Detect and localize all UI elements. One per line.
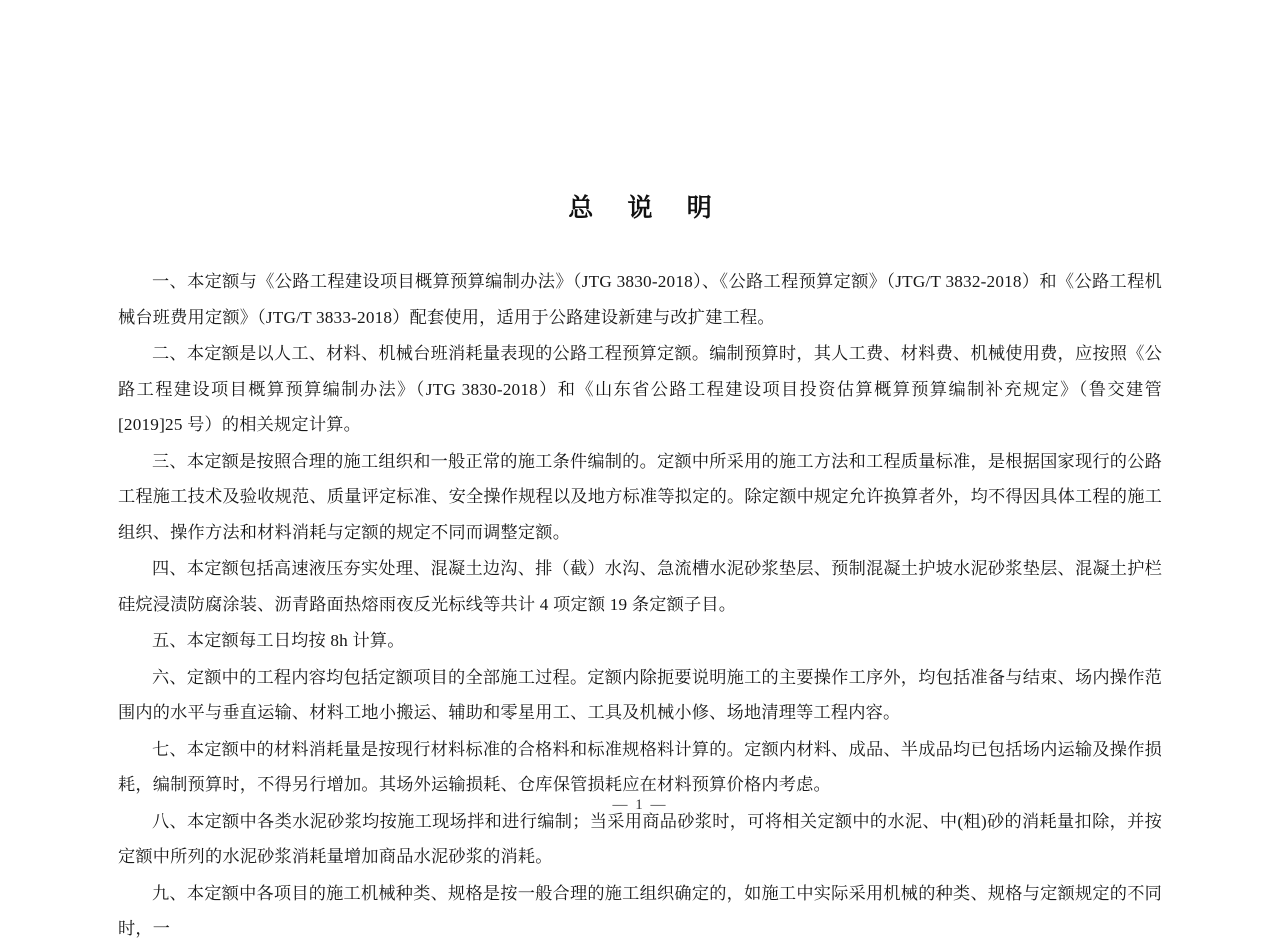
paragraph-7: 七、本定额中的材料消耗量是按现行材料标准的合格料和标准规格料计算的。定额内材料、成品、半成品均已包括场内运输及操作损耗，编制预算时，不得另行增加。其场外运输损耗、仓库保管损耗应在材料预算价格内考虑。 (118, 739, 1162, 794)
page-title: 总 说 明 (568, 195, 726, 222)
document-body (118, 224, 1162, 947)
paragraph-1: 一、本定额与《公路工程建设项目概算预算编制办法》（JTG 3830-2018）、《公路工程预算定额》（JTG/T 3832-2018）和《公路工程机械台班费用定额》（JTG/T 3833-2018）配套使用，适用于公路建设新建与改扩建工程。 (118, 272, 1162, 327)
paragraph-6: 六、定额中的工程内容均包括定额项目的全部施工过程。定额内除扼要说明施工的主要操作工序外，均包括准备与结束、场内操作范围内的水平与垂直运输、材料工地小搬运、辅助和零星用工、工具及机械小修、场地清理等工程内容。 (118, 667, 1162, 722)
paragraph-5: 五、本定额每工日均按 8h 计算。 (152, 631, 405, 650)
paragraph-4: 四、本定额包括高速液压夯实处理、混凝土边沟、排（截）水沟、急流槽水泥砂浆垫层、预制混凝土护坡水泥砂浆垫层、混凝土护栏硅烷浸渍防腐涂装、沥青路面热熔雨夜反光标线等共计 4 项定额 19 条定额子目。 (118, 559, 1162, 614)
paragraph-2: 二、本定额是以人工、材料、机械台班消耗量表现的公路工程预算定额。编制预算时，其人工费、材料费、机械使用费，应按照《公路工程建设项目概算预算编制办法》（JTG 3830-2018）和《山东省公路工程建设项目投资估算概算预算编制补充规定》（鲁交建管[2019]25 号）的相关规定计算。 (118, 344, 1162, 434)
page-number: — 1 — (612, 797, 668, 813)
paragraph-8: 八、本定额中各类水泥砂浆均按施工现场拌和进行编制；当采用商品砂浆时，可将相关定额中的水泥、中(粗)砂的消耗量扣除，并按定额中所列的水泥砂浆消耗量增加商品水泥砂浆的消耗。 (118, 811, 1162, 866)
paragraph-3: 三、本定额是按照合理的施工组织和一般正常的施工条件编制的。定额中所采用的施工方法和工程质量标准，是根据国家现行的公路工程施工技术及验收规范、质量评定标准、安全操作规程以及地方标准等拟定的。除定额中规定允许换算者外，均不得因具体工程的施工组织、操作方法和材料消耗与定额的规定不同而调整定额。 (118, 451, 1162, 542)
paragraph-9: 九、本定额中各项目的施工机械种类、规格是按一般合理的施工组织确定的，如施工中实际采用机械的种类、规格与定额规定的不同时，一 (118, 883, 1162, 938)
